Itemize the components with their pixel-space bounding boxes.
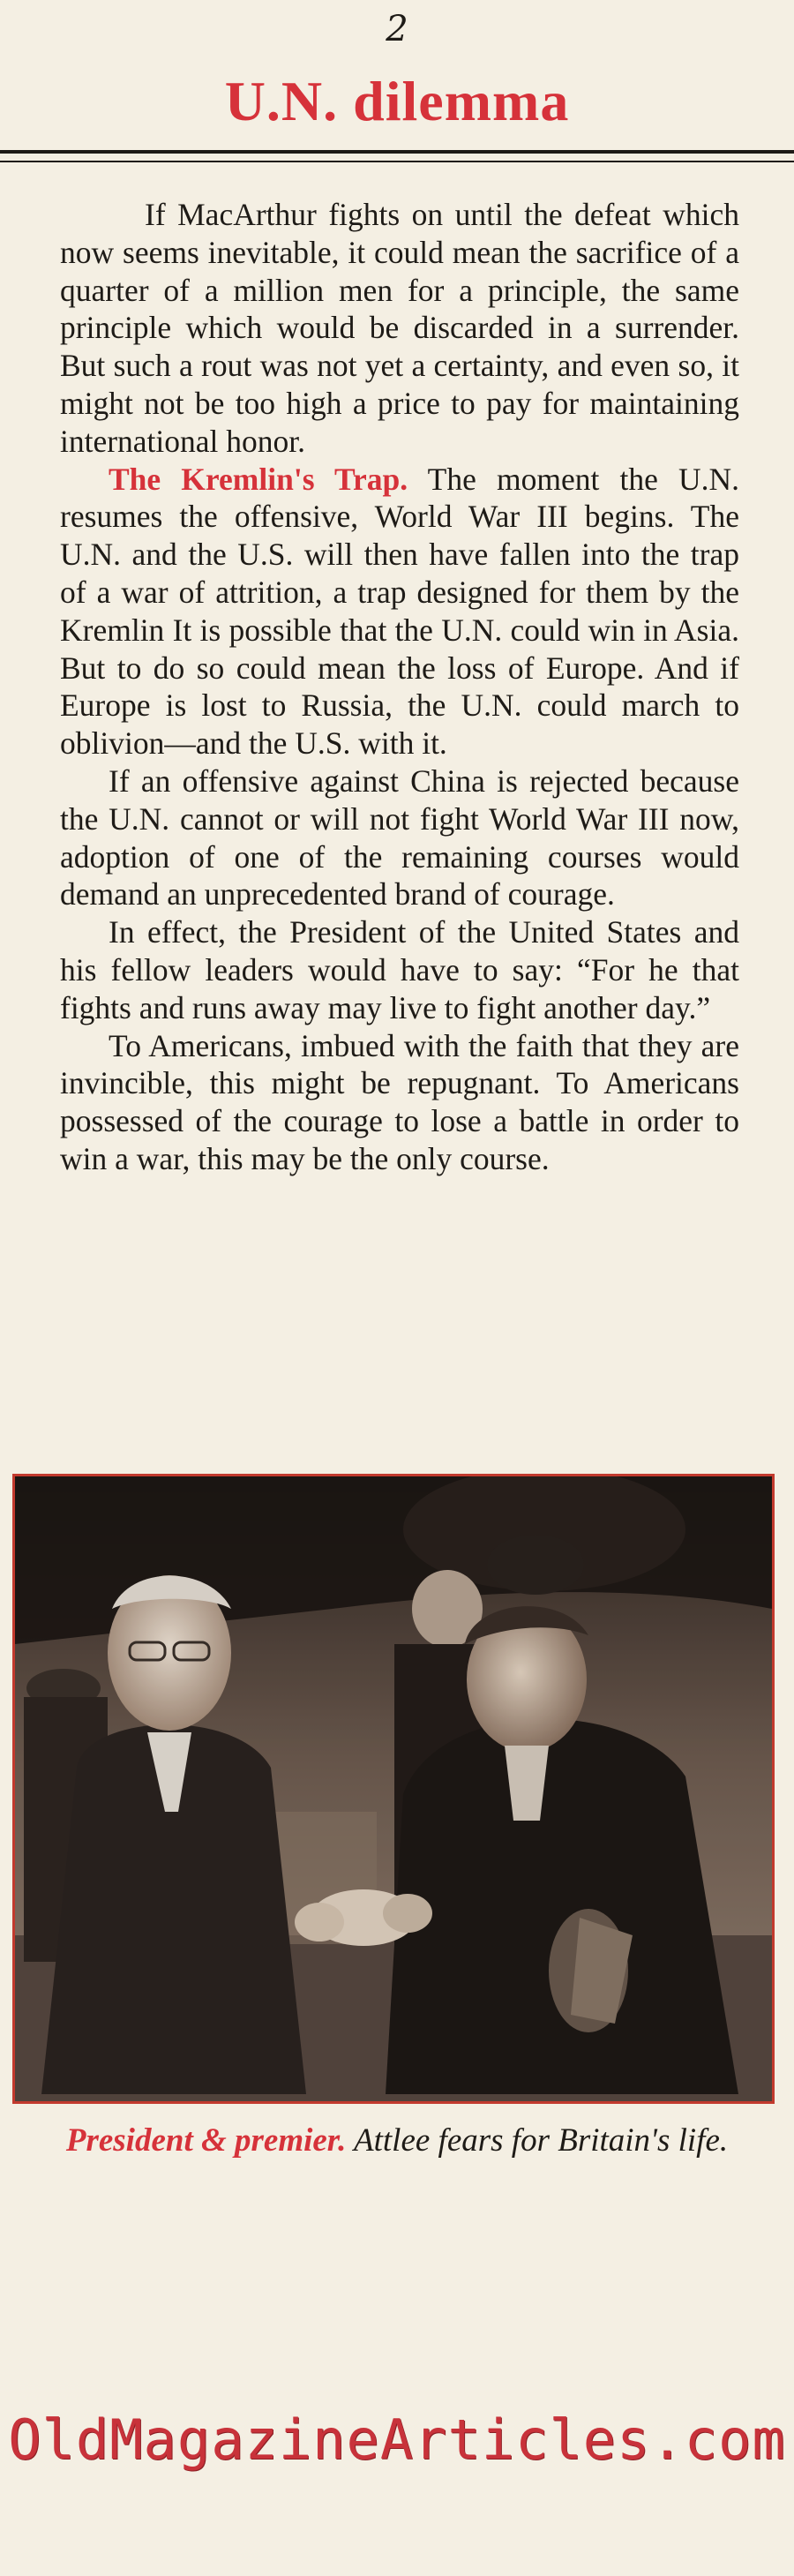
caption-rest: Attlee fears for Britain's life. <box>346 2122 729 2159</box>
paragraph-2 <box>60 461 739 762</box>
caption-lead: President & premier. <box>65 2122 347 2159</box>
article-body <box>60 196 739 1178</box>
paragraph-5: To Americans, imbued with the faith that they are invincible, this might be repugnant. To Americans possessed of the courage to lose a battle in order to win a war, this may be the only course. <box>60 1027 739 1176</box>
header-rule-thick <box>0 150 794 154</box>
photo-illustration <box>15 1476 772 2101</box>
paragraph-3: If an offensive against China is rejected because the U.N. cannot or will not fight World War III now, adoption of one of the remaining courses would demand an unprecedented brand of courage. <box>60 762 739 912</box>
subheading-kremlins-trap: The Kremlin's Trap. <box>109 461 408 497</box>
news-photo <box>12 1474 775 2104</box>
paragraph-1: If MacArthur fights on until the defeat which now seems inevitable, it could mean the sacrifice of a quarter of a million men for a principle, the same principle which would be discarded in a surrender. But such a rout was not yet a certainty, and even so, it might not be too high a price to pay for maintaining international honor. <box>60 197 739 459</box>
site-watermark: OldMagazineArticles.com <box>8 2407 786 2472</box>
page-number: 2 <box>386 9 408 49</box>
header-rule-thin <box>0 161 794 162</box>
paragraph-2-body: The moment the U.N. resumes the offensive, World War III begins. The U.N. and the U.S. will then have fallen into the trap of a war of attrition, a trap designed for them by the Kremlin It is possible that the U.N. could win in Asia. But to do so could mean the loss of Europe. And if Europe is lost to Russia, the U.N. could march to oblivion—and the U.S. with it. <box>60 461 739 762</box>
headline: U.N. dilemma <box>224 70 570 132</box>
paragraph-4: In effect, the President of the United States and his fellow leaders would have to say: “For he that fights and runs away may live to fight another day.” <box>60 914 739 1025</box>
photo-caption <box>35 2116 759 2166</box>
